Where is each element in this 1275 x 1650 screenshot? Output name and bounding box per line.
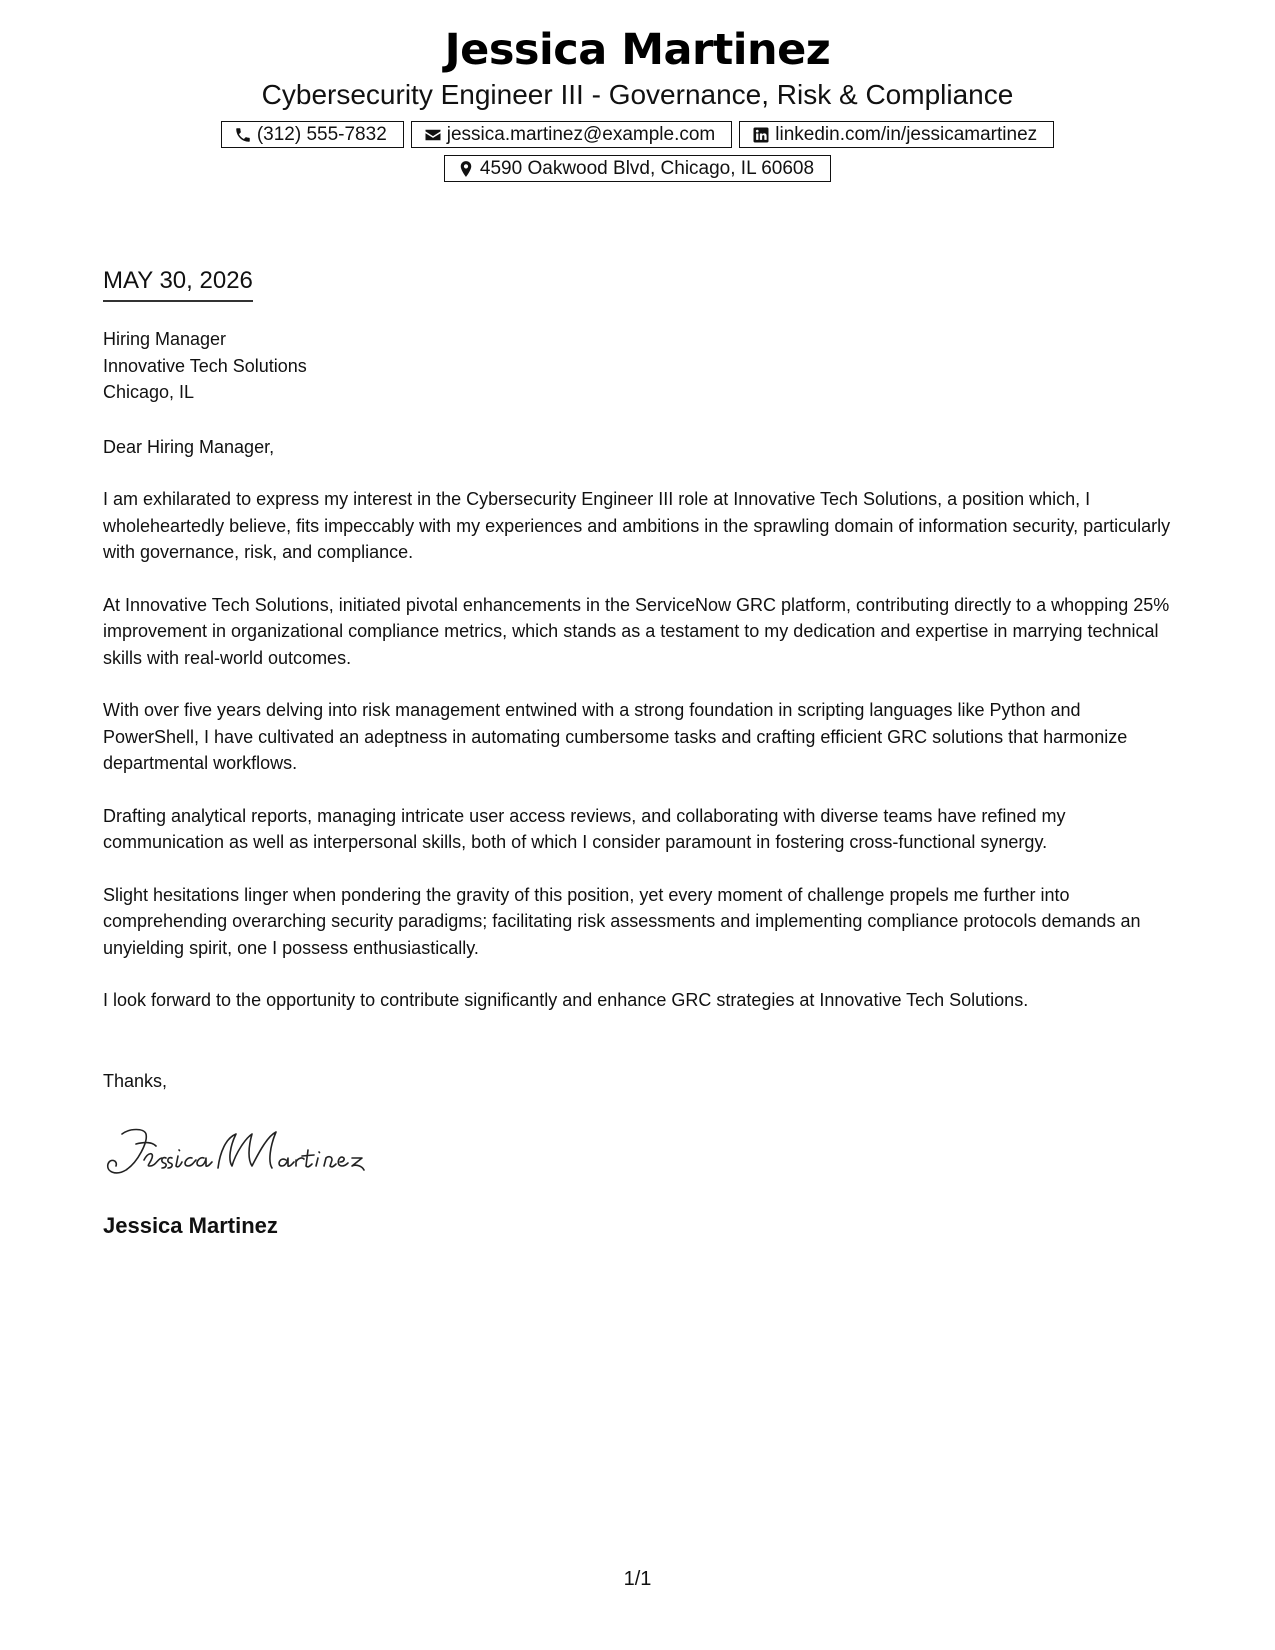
recipient-block: [103, 326, 1178, 406]
contact-row: [0, 121, 1275, 148]
letter-date: MAY 30, 2026: [103, 266, 253, 302]
recipient-line: Hiring Manager: [103, 329, 227, 349]
body-paragraph: I am exhilarated to express my interest in the Cybersecurity Engineer III role at Innovative Tech Solutions, a position which, I wholeheartedly believe, fits impeccably with my experiences and ambitions in the sprawling domain of information security, particularly with governance, risk, and compliance.: [103, 489, 1171, 562]
body-paragraph: At Innovative Tech Solutions, initiated pivotal enhancements in the ServiceNow GRC platform, contributing directly to a whopping 25% improvement in organizational compliance metrics, which stands as a testament to my dedication and expertise in marrying technical skills with real-world outcomes.: [103, 594, 1170, 668]
linkedin-icon: [752, 126, 770, 144]
contact-row-address: [0, 155, 1275, 182]
handwritten-signature: [100, 1122, 370, 1182]
page-indicator: 1/1: [623, 1568, 652, 1590]
envelope-icon: [424, 126, 442, 144]
applicant-name: Jessica Martinez: [444, 25, 831, 75]
body-paragraph: Drafting analytical reports, managing intricate user access reviews, and collaborating with diverse teams have refined my communication as well as interpersonal skills, both of which I consider paramount in fostering cross-functional synergy.: [103, 805, 1066, 852]
linkedin-contact[interactable]: [739, 121, 1054, 148]
recipient-line: Innovative Tech Solutions: [103, 355, 307, 376]
letter-header: [0, 22, 1275, 182]
closing: Thanks,: [103, 1071, 168, 1091]
job-title: Cybersecurity Engineer III - Governance, Risk & Compliance: [261, 79, 1014, 110]
email-text: jessica.martinez@example.com: [446, 124, 716, 145]
email-contact[interactable]: [411, 121, 733, 148]
body-paragraph: I look forward to the opportunity to contribute significantly and enhance GRC strategies at Innovative Tech Solutions.: [103, 990, 1029, 1010]
letter-body: [103, 326, 1178, 1014]
phone-contact: [221, 121, 404, 148]
linkedin-text: linkedin.com/in/jessicamartinez: [775, 124, 1038, 145]
recipient-line: Chicago, IL: [103, 382, 195, 402]
phone-icon: [234, 126, 252, 144]
body-paragraph: Slight hesitations linger when pondering the gravity of this position, yet every moment of challenge propels me further into comprehending overarching security paradigms; facilitating risk assessments and implementing compliance protocols demands an unyielding spirit, one I possess enthusiastically.: [103, 884, 1141, 958]
phone-text: (312) 555-7832: [256, 124, 387, 145]
salutation: Dear Hiring Manager,: [103, 436, 275, 457]
signer-name: Jessica Martinez: [103, 1213, 278, 1238]
body-paragraph: With over five years delving into risk management entwined with a strong foundation in scripting languages like Python and PowerShell, I have cultivated an adeptness in automating cumbersome tasks and crafting efficient GRC solutions that harmonize departmental workflows.: [103, 700, 1128, 773]
address-text: 4590 Oakwood Blvd, Chicago, IL 60608: [479, 158, 815, 179]
map-pin-icon: [457, 160, 475, 178]
address-contact: [444, 155, 831, 182]
